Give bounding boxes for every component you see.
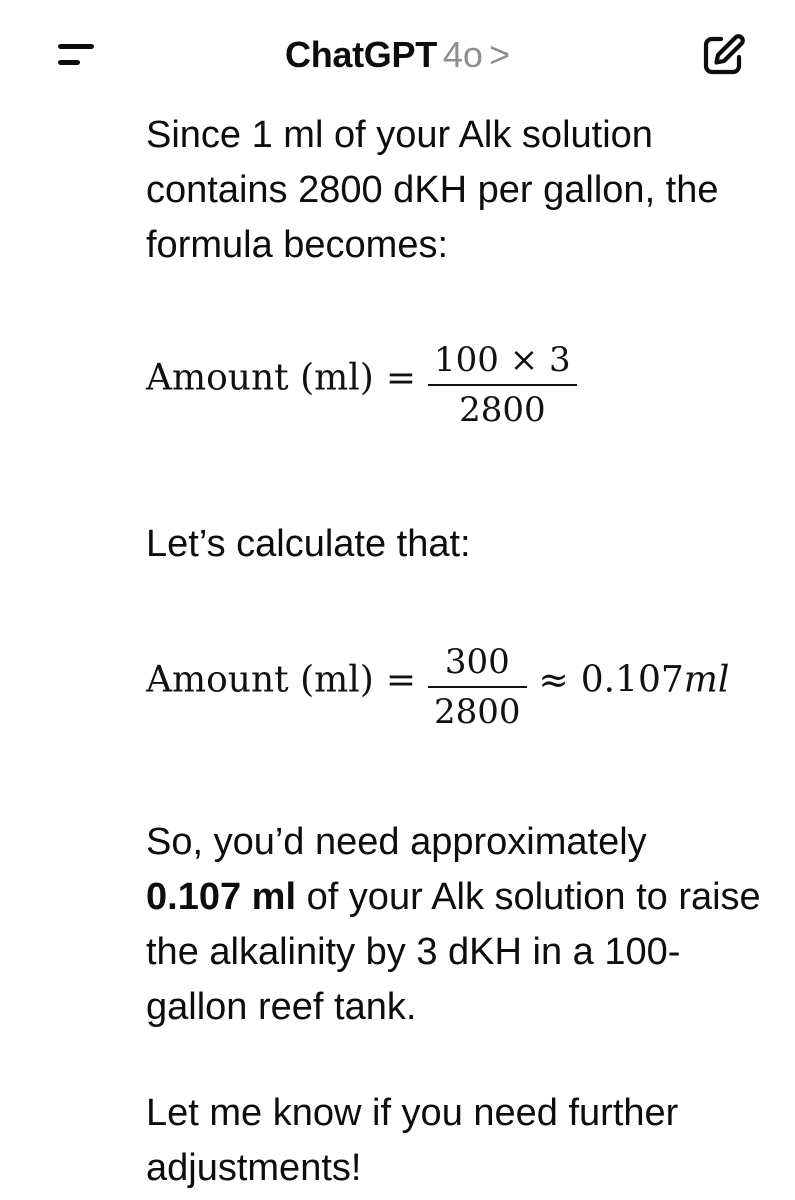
model-name: 4o: [442, 34, 483, 75]
approx-sign: ≈: [538, 659, 569, 701]
fraction-denominator: 2800: [459, 390, 546, 430]
conclusion-bold-amount: 0.107 ml: [146, 876, 296, 918]
app-title: ChatGPT: [285, 34, 437, 75]
fraction-denominator: 2800: [434, 692, 521, 732]
conclusion-paragraph: [146, 815, 766, 1035]
conclusion-suffix: of your Alk solution to raise the alkalinity by 3 dKH in a 100-gallon reef tank.: [146, 876, 761, 1028]
result-value: 0.107: [580, 659, 684, 701]
fraction-numerator: 300: [428, 642, 527, 688]
chevron-right-icon: >: [488, 34, 510, 75]
equation-lhs: Amount (ml): [146, 659, 374, 701]
fraction: [428, 340, 577, 430]
conclusion-prefix: So, you’d need approximately: [146, 821, 647, 863]
fraction-numerator: 100 × 3: [428, 340, 577, 386]
equals-sign: =: [385, 357, 417, 399]
closing-paragraph: Let me know if you need further adjustments!: [146, 1092, 679, 1189]
model-selector[interactable]: [0, 33, 795, 77]
intro-paragraph: Since 1 ml of your Alk solution contains 2800 dKH per gallon, the formula becomes:: [146, 114, 719, 266]
formula-equation: [146, 340, 577, 430]
equals-sign: =: [385, 659, 417, 701]
top-bar: [0, 0, 795, 110]
fraction: [428, 642, 527, 732]
result-unit: ml: [683, 659, 730, 701]
calc-intro-paragraph: Let’s calculate that:: [146, 523, 471, 565]
equation-lhs: Amount (ml): [146, 357, 374, 399]
pencil-square-icon: [700, 32, 746, 78]
new-chat-edit-icon[interactable]: [700, 32, 746, 78]
calculation-equation: [146, 642, 729, 732]
